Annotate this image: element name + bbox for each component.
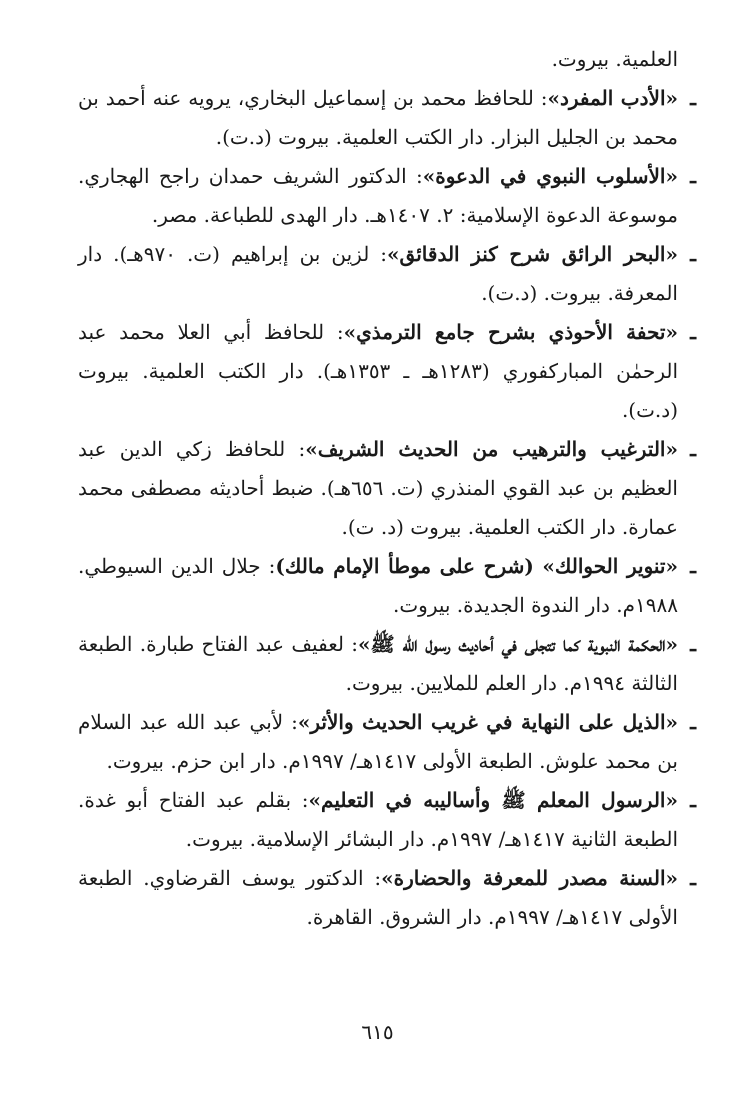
entry-title: «الحكمة النبوية كما تتجلى في أحاديث رسول الله ﷺ» [357, 632, 678, 656]
entry-dash: ـ [690, 866, 696, 890]
bibliography-page [78, 40, 696, 937]
entry-text: : لأبي عبد الله عبد السلام بن محمد علوش. الطبعة الأولى ١٤١٧هـ/ ١٩٩٧م. دار ابن حزم. بيروت. [78, 710, 678, 773]
entry-title: «تحفة الأحوذي بشرح جامع الترمذي» [343, 320, 679, 344]
entry-dash: ـ [690, 242, 696, 266]
entry-dash: ـ [690, 320, 696, 344]
entry-dash: ـ [690, 86, 696, 110]
bibliography-entry [78, 313, 696, 430]
entry-dash: ـ [690, 632, 696, 656]
entry-text: : للحافظ أبي العلا محمد عبد الرحمٰن المباركفوري (١٢٨٣هـ ـ ١٣٥٣هـ). دار الكتب العلمية. بيروت (د.ت). [78, 320, 679, 422]
entry-title: «الأدب المفرد» [547, 86, 678, 110]
entry-title: «البحر الرائق شرح كنز الدقائق» [387, 242, 678, 266]
entry-text: : لزين بن إبراهيم (ت. ٩٧٠هـ). دار المعرفة. بيروت. (د.ت). [78, 242, 678, 305]
entry-title: «الأسلوب النبوي في الدعوة» [422, 164, 678, 188]
bibliography-entry [78, 430, 696, 547]
bibliography-entry [78, 781, 696, 859]
bibliography-entry [78, 235, 696, 313]
bibliography-entry [78, 79, 696, 157]
entry-dash: ـ [690, 437, 696, 461]
entry-text: : بقلم عبد الفتاح أبو غدة. الطبعة الثانية ١٤١٧هـ/ ١٩٩٧م. دار البشائر الإسلامية. بيروت. [78, 788, 678, 851]
entry-text: : جلال الدين السيوطي. ١٩٨٨م. دار الندوة الجديدة. بيروت. [78, 554, 678, 617]
entry-title: «تنوير الحوالك» (شرح على موطأ الإمام مالك) [275, 554, 679, 578]
entry-dash: ـ [690, 788, 696, 812]
continuation-text: العلمية. بيروت. [551, 47, 678, 71]
entry-title: «الرسول المعلم ﷺ وأساليبه في التعليم» [308, 788, 678, 812]
entry-text: : الدكتور يوسف القرضاوي. الطبعة الأولى ١٤١٧هـ/ ١٩٩٧م. دار الشروق. القاهرة. [78, 866, 678, 929]
entry-text: : الدكتور الشريف حمدان راجح الهجاري. موسوعة الدعوة الإسلامية: ٢. ١٤٠٧هـ. دار الهدى للطباعة. مصر. [78, 164, 678, 227]
entry-title: «السنة مصدر للمعرفة والحضارة» [381, 866, 679, 890]
page-number: ٦١٥ [361, 1020, 394, 1044]
entry-title: «الذيل على النهاية في غريب الحديث والأثر» [297, 710, 678, 734]
entry-text: : للحافظ محمد بن إسماعيل البخاري، يرويه عنه أحمد بن محمد بن الجليل البزار. دار الكتب العلمية. بيروت (د.ت). [78, 86, 678, 149]
entry-dash: ـ [690, 164, 696, 188]
entry-text: : للحافظ زكي الدين عبد العظيم بن عبد القوي المنذري (ت. ٦٥٦هـ). ضبط أحاديثه مصطفى محمد عمارة. دار الكتب العلمية. بيروت (د. ت). [78, 437, 678, 539]
bibliography-entry [78, 703, 696, 781]
bibliography-entry [78, 547, 696, 625]
bibliography-entry [78, 625, 696, 703]
entry-dash: ـ [690, 554, 696, 578]
entry-title: «الترغيب والترهيب من الحديث الشريف» [305, 437, 678, 461]
bibliography-entry [78, 157, 696, 235]
bibliography-entry [78, 859, 696, 937]
entry-text: : لعفيف عبد الفتاح طبارة. الطبعة الثالثة ١٩٩٤م. دار العلم للملايين. بيروت. [78, 632, 678, 695]
entry-dash: ـ [690, 710, 696, 734]
